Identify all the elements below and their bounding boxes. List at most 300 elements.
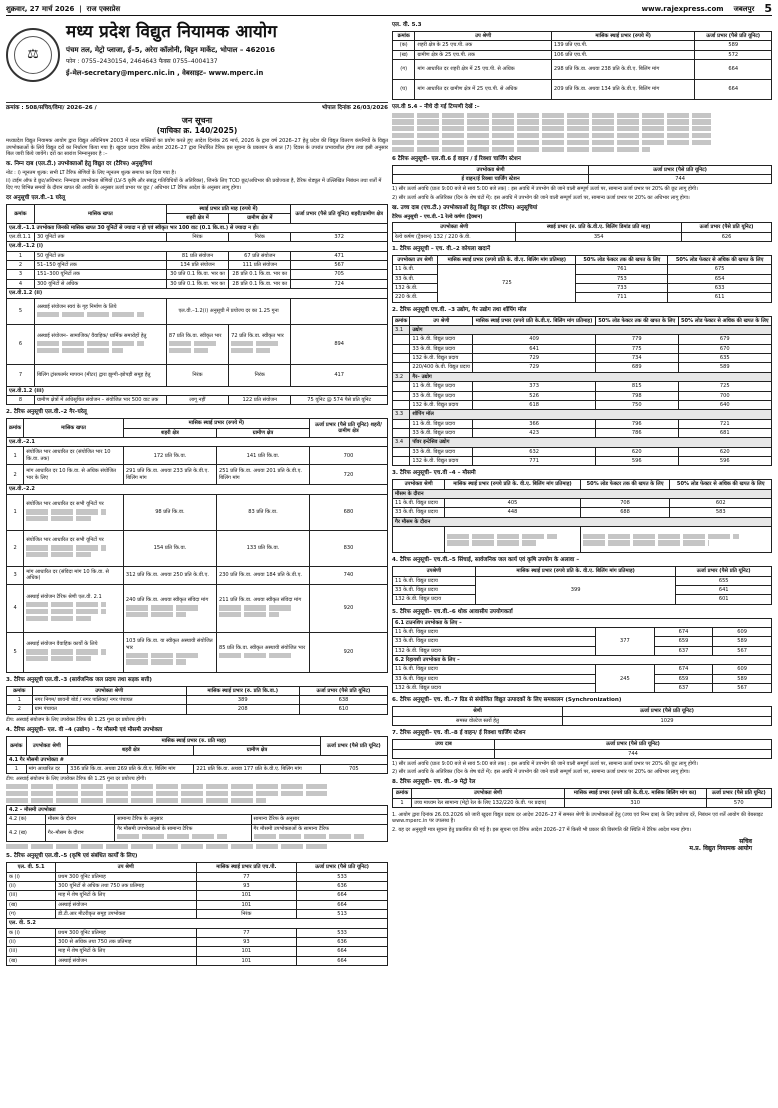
cell: 2: [7, 530, 24, 566]
cell: 1: [393, 798, 412, 807]
text-line: [447, 534, 556, 539]
cell: 655: [676, 576, 772, 585]
cell: समस्त वोल्टेज स्तरों हेतु: [393, 716, 563, 725]
cell: 786: [595, 428, 678, 437]
table-row: [7, 765, 388, 774]
hv5-h2: मासिक स्थाई प्रभार (रुपये प्रति के. वी.ए. बिलिंग मांग प्रतिमाह): [475, 567, 676, 576]
cell: 28 प्रति 0.1 कि.वा. भार का: [229, 279, 291, 288]
signature-title: सचिव: [739, 837, 752, 845]
lv3-h1: उपभोक्ता श्रेणी: [32, 686, 186, 695]
hv7-title: 6. टैरिफ अनुसूची– एच. वी.–7 ग्रिड से संयोजित विद्युत उत्पादकों के लिए समकालन (Synchronization): [392, 697, 622, 704]
cell: 636: [297, 881, 388, 890]
hv3-h4: 50% लोड फेक्टर तक की खपत के लिए: [595, 316, 678, 325]
lv3-note: टीप: अस्थाई संयोजन के लिए उपरोक्त टैरिफ की 1.25 गुना दर प्रयोज्य होगी।: [6, 716, 147, 723]
cell: डी.टी.आर मीटरीकृत समूह उपभोक्ता: [56, 910, 196, 919]
cell: 312 प्रति कि.वा. अथवा 250 प्रति के.वी.ए.: [123, 566, 216, 584]
cell: [115, 824, 251, 842]
cell: मांग आधारित दर: [26, 765, 67, 774]
cell: 679: [678, 335, 771, 344]
cell: [24, 632, 124, 672]
lv4-h3: शहरी क्षेत्र: [68, 746, 194, 755]
cell: 93: [196, 938, 297, 947]
cell: 1: [7, 447, 24, 465]
table-row: [7, 270, 388, 279]
cell: 405: [445, 499, 580, 508]
cell: 133 प्रति कि.वा.: [216, 530, 309, 566]
cell: 920: [310, 632, 388, 672]
cell: 830: [310, 530, 388, 566]
commission-phone: फोन : 0755–2430154, 2464643 फैक्स 0755–4004137: [66, 58, 218, 65]
text-line: [392, 126, 711, 131]
cell: [24, 530, 124, 566]
hv6-s61: 6.1 टाउनशिप उपभोक्ता के लिए –: [393, 618, 772, 627]
table-row: [393, 344, 772, 353]
text-line: [117, 834, 227, 839]
commission-title: मध्य प्रदेश विद्युत नियामक आयोग: [66, 22, 278, 42]
cell: [393, 419, 410, 428]
cell: 11 के.वी. विद्युत प्रदाय: [410, 335, 473, 344]
table-row: [7, 395, 388, 404]
cell: [393, 335, 410, 344]
cell: एल.वी.1.1: [7, 233, 35, 242]
commission-email[interactable]: ई–मेल-secretary@mperc.nic.in , वेबसाइट– www.mperc.in: [66, 68, 264, 77]
cell: 101: [196, 956, 297, 965]
cell: (iii): [7, 947, 56, 956]
text-line: [6, 798, 266, 803]
lv6-h1: उपभोक्ता श्रेणी: [393, 165, 589, 174]
cell: 724: [291, 279, 388, 288]
cell: 298 प्रति कि.वा. अथवा 238 प्रति के.वी.ए. बिलिंग मांग: [551, 60, 695, 80]
cell: 513: [297, 910, 388, 919]
cell: पॉवर इन्टेसिव उद्योग: [410, 438, 772, 447]
cell: 638: [299, 696, 387, 705]
cell: 132 के.वी. विद्युत प्रदाय: [393, 646, 596, 655]
hv4-title: 3. टैरिफ अनुसूची– एच.वी –4 – मौसमी: [392, 470, 476, 477]
cell: 733: [576, 283, 668, 292]
cell: 399: [475, 576, 676, 604]
table-row: [393, 684, 772, 693]
lv6-note-1: 1) सौर ऊर्जा अवधि (प्रातः 9:00 बजे से सायं 5:00 बजे तक) : इस अवधि में उपभोग की जाने वाली सम्पूर्ण ऊर्जा पर, सामान्य ऊर्जा प्रभार पर 20% की छूट लागू होगी।: [392, 186, 698, 193]
hv1-table: [392, 222, 772, 242]
table-row: [393, 457, 772, 466]
table-row: [393, 391, 772, 400]
cell: [251, 824, 387, 842]
cell: (ख): [7, 900, 56, 909]
cell: 1: [7, 696, 33, 705]
cell: [24, 494, 124, 530]
text-line: [37, 312, 144, 317]
cell: 3.1: [393, 326, 410, 335]
cell: 33 के.वी. विद्युत प्रदाय: [393, 585, 476, 594]
cell: 705: [320, 765, 387, 774]
cell: 77: [196, 872, 297, 881]
cell: 33 के.वी. विद्युत प्रदाय: [410, 344, 473, 353]
cell: 30 यूनिटों तक: [34, 233, 166, 242]
hv3-h3: मासिक स्थाई प्रभार (रुपये प्रति के.वी.ए. बिलिंग मांग प्रतिमाह): [473, 316, 596, 325]
hv8-h2: ऊर्जा प्रभार (पैसे प्रति यूनिट): [494, 740, 771, 749]
cell: [166, 324, 228, 364]
text-line: [26, 616, 90, 621]
hv3-h5: 50% लोड फेक्टर से अधिक की खपत के लिए: [678, 316, 771, 325]
lv53-h2: मासिक स्थाई प्रभार (रुपये में): [551, 31, 695, 40]
table-row: [7, 233, 388, 242]
table-row: [393, 265, 772, 274]
cell: [291, 298, 388, 324]
cell: मांग आधारित दर (संविदा मांग 10 कि.वा. से अधिक): [24, 566, 124, 584]
text-line: [219, 612, 279, 617]
table-row: [7, 324, 388, 364]
cell: 526: [473, 391, 596, 400]
hv7-h1: श्रेणी: [393, 707, 563, 716]
table-row: [393, 80, 772, 100]
lv5-h2: मासिक स्थाई प्रभार प्रति एच.पी.: [196, 863, 297, 872]
lv2-h-consumption: मासिक खपत: [24, 419, 124, 438]
cell: 729: [473, 363, 596, 372]
commission-seal-icon: ⚖: [6, 28, 60, 82]
cell: 389: [186, 696, 299, 705]
cell: 688: [580, 508, 670, 517]
hv4-h4: 50% लोड फेक्टर से अधिक की खपत के लिए: [670, 480, 772, 489]
cell: 632: [473, 447, 596, 456]
cell: 81 प्रति संयोजन: [166, 251, 228, 260]
cell-text: अस्थाई संयोजन स्वयं के गृह निर्माण के लिये: [36, 303, 117, 310]
cell-text: 72 प्रति कि.वा. स्वीकृत भार: [231, 333, 284, 340]
cell: 132 के.वी. विद्युत प्रदाय: [410, 400, 473, 409]
table-row: [393, 749, 772, 758]
lv3-title: 3. टैरिफ अनुसूची एल.वी.–3 (सार्वजनिक जल प्रदाय तथा सड़क बत्ती): [6, 676, 152, 683]
table-row: [7, 881, 388, 890]
cell: 708: [580, 499, 670, 508]
cell: 11 के.वी. विद्युत प्रदाय: [393, 576, 476, 585]
cell: 1: [7, 765, 27, 774]
lv1-table: [6, 204, 388, 405]
cell: 220/400 के.वी. विद्युत प्रदाय: [410, 363, 473, 372]
cell: 609: [713, 627, 772, 636]
lt-section-title: क. निम्न दाब (एल.टी.) उपभोक्ताओं हेतु विद्युत दर (टैरिफ) अनुसूचियां: [6, 161, 153, 168]
cell: 725: [678, 382, 771, 391]
cell: 141 प्रति कि.वा.: [216, 447, 309, 465]
cell: 251 प्रति कि.वा. अथवा 201 प्रति के.वी.ए. बिलिंग मांग: [216, 465, 309, 485]
lv1-sub4: एल.वी.1.2 (iii): [7, 386, 388, 395]
notice-title: जन सूचना: [181, 115, 213, 125]
table-row: [7, 632, 388, 672]
table-row: [393, 665, 772, 674]
cell: 589: [678, 363, 771, 372]
cell: 132 के.वी. विद्युत प्रदाय: [410, 354, 473, 363]
lv1-h-urban: शहरी क्षेत्र में: [166, 214, 228, 223]
hv9-h2: उपभोक्ता श्रेणी: [412, 789, 565, 798]
cell: रेल्वे कर्षण (ट्रैक्शन) 132 / 220 के.वी.: [393, 232, 516, 241]
cell: 664: [695, 80, 772, 100]
cell: [229, 324, 291, 364]
cell: 3.2: [393, 372, 410, 381]
cell: 920: [310, 584, 388, 632]
cell: 423: [473, 428, 596, 437]
text-line: [392, 133, 711, 138]
table-row: [7, 815, 388, 824]
cell: 221 प्रति कि.वा. अथवा 177 प्रति के.वी.ए. बिलिंग मांग: [194, 765, 320, 774]
cell: [445, 527, 580, 553]
cell-text: 211 प्रति कि.वा. अथवा स्वीकृत संविदा मांग: [218, 597, 302, 604]
ht-section-title: ख. उच्च दाब (एच.टी.) उपभोक्ताओं हेतु विद्युत दर (टैरिफ) अनुसूचियां: [392, 204, 538, 211]
cell: 744: [494, 749, 771, 758]
cell: 33 के.वी. विद्युत प्रदाय: [393, 674, 596, 683]
lv4-h4: ग्रामीण क्षेत्र: [194, 746, 320, 755]
cell: 101: [196, 900, 297, 909]
cell: 4: [7, 279, 35, 288]
text-line: [392, 113, 711, 118]
cell: 620: [595, 447, 678, 456]
text-line: [37, 341, 144, 346]
cell: (क): [393, 41, 415, 50]
lv1-h-energy: ऊर्जा प्रभार (पैसे प्रति यूनिट) शहरी/ग्रामीण क्षेत्र: [291, 204, 388, 223]
cell: 771: [473, 457, 596, 466]
cell: 132 के.वी. विद्युत प्रदाय: [393, 684, 596, 693]
cell-text: अस्थाई संयोजन वैवाहिक कार्यों के लिये: [26, 641, 98, 648]
lv3-h2: मासिक स्थाई प्रभार (रु. प्रति कि.वा.): [186, 686, 299, 695]
cell: [393, 391, 410, 400]
cell: 101: [196, 891, 297, 900]
cell: ग्रामीण क्षेत्र के 25 एच.पी. तक: [415, 50, 552, 59]
cell-text: 240 प्रति कि.वा. अथवा स्वीकृत संविदा मांग: [125, 597, 209, 604]
cell: (ii): [7, 938, 56, 947]
lv6-table: [392, 165, 772, 185]
cell: 674: [654, 627, 713, 636]
table-row: [7, 298, 388, 324]
table-row: [7, 705, 388, 714]
table-row: [393, 60, 772, 80]
cell: 589: [695, 41, 772, 50]
cell: मांग आधारित दर शहरी क्षेत्र में 25 एच.पी. से अधिक: [415, 60, 552, 80]
cell: माह में शेष यूनिटों के लिए: [56, 891, 196, 900]
commission-address: पंचम तल, मेट्रो प्लाजा, ई–5, अरेरा कॉलोनी, बिट्टन मार्केट, भोपाल – 462016: [66, 46, 275, 55]
cell: [216, 632, 309, 672]
lv5-sub2: एल. वी. 5.2: [7, 919, 388, 928]
lv2-title: 2. टैरिफ अनुसूची एल.वी.–2 गैर–घरेलू: [6, 409, 87, 416]
lv4-h0: क्रमांक: [7, 736, 27, 755]
text-line: [392, 147, 650, 152]
cell: 409: [473, 335, 596, 344]
cell: अस्थाई संयोजन: [56, 956, 196, 965]
cell: 11 के.वी. विद्युत प्रदाय: [410, 382, 473, 391]
cell: 4.2 (ख): [7, 824, 46, 842]
cell: 601: [676, 595, 772, 604]
lv3-table: [6, 686, 388, 715]
cell: 3: [7, 270, 35, 279]
table-row: [7, 891, 388, 900]
cell: 779: [595, 335, 678, 344]
footer-note-1: 1. आयोग द्वारा दिनांक 26.03.2026 को जारी खुदरा विद्युत प्रदाय दर आदेश 2026–27 में समस्त श्रेणी के उपभोक्ताओं हेतु (उच्च एवं निम्न दाब) के लिए प्रयोज्य दरें, निबंधन एवं शर्तें आयोग की वेबसाइट www.mperc.in पर उपलब्ध है।: [392, 812, 763, 825]
hv5-h3: ऊर्जा प्रभार (पैसे प्रति यूनिट): [676, 567, 772, 576]
left-column: [6, 22, 388, 966]
cell: शहरी क्षेत्र के 25 एच.पी. तक: [415, 41, 552, 50]
cell: 700: [678, 391, 771, 400]
lv2-h-no: क्रमांक: [7, 419, 24, 438]
cell: ई वाहन/ई रिक्शा चार्जिंग स्टेशन: [393, 175, 589, 184]
cell: 98 प्रति कि.वा.: [123, 494, 216, 530]
cell: 664: [695, 60, 772, 80]
text-line: [26, 602, 106, 607]
cell-text: संयोजित भार आधारित दर सभी यूनिटों पर: [26, 501, 104, 508]
lv1-title: दर अनुसूची एल.वी.–1 घरेलू: [6, 194, 66, 201]
hv2-h2: मासिक स्थाई प्रभार (रुपये प्रति के. वी.ए. बिलिंग मांग प्रतिमाह): [438, 255, 576, 264]
cell: [393, 363, 410, 372]
cell: गैर–मौसम के दौरान: [45, 824, 114, 842]
text-line: [26, 649, 106, 654]
hv2-h3: 50% लोड फेक्टर तक की खपत के लिए: [576, 255, 668, 264]
text-line: [169, 341, 217, 346]
hv1-h2: स्थाई प्रभार (रु. प्रति के.वी.ए. बिलिंग डिमांड प्रति माह): [516, 223, 682, 232]
cell: 640: [678, 400, 771, 409]
lv4-seasonal-table: [6, 805, 388, 842]
cell: 3.3: [393, 410, 410, 419]
cell: 734: [595, 354, 678, 363]
cell: 30 प्रति 0.1 कि.वा. भार का: [166, 279, 228, 288]
hv6-table: [392, 618, 772, 694]
cell: (घ): [393, 80, 415, 100]
cell: निरंक: [166, 364, 228, 386]
lv2-sub1: एल.वी.–2.1: [7, 437, 388, 446]
cell: [580, 527, 771, 553]
cell: 245: [596, 665, 655, 693]
cell: 589: [713, 674, 772, 683]
cell: 373: [473, 382, 596, 391]
table-row: [7, 956, 388, 965]
text-line: [26, 516, 90, 521]
cell-text: संयोजित भार आधारित दर सभी यूनिटों पर: [26, 537, 104, 544]
cell: 740: [310, 566, 388, 584]
cell: लागू नहीं: [166, 395, 228, 404]
cell: उद्योग: [410, 326, 772, 335]
cell: 1: [7, 494, 24, 530]
cell: 567: [291, 261, 388, 270]
lv53-h0: क्रमांक: [393, 31, 415, 40]
cell: 2: [7, 465, 24, 485]
hv9-h3: मासिक स्थाई प्रभार (रुपये प्रति के.वी.ए. मासिक बिलिंग मांग का): [564, 789, 706, 798]
cell-text: गैर मौसमी उपभोक्ताओं के सामान्य टैरिफ: [117, 825, 193, 832]
table-row: [7, 584, 388, 632]
cell: 894: [291, 324, 388, 364]
lv5-h1: उप श्रेणी: [56, 863, 196, 872]
cell: 11 के.वी. विद्युत प्रदाय: [410, 419, 473, 428]
hv4-season: मौसम के दौरान: [393, 489, 772, 498]
hv8-table: [392, 739, 772, 759]
cell: 641: [473, 344, 596, 353]
cell: 4.2 (क): [7, 815, 46, 824]
notice-intro: मध्यप्रदेश विद्युत नियामक आयोग द्वारा विद्युत अधिनियम 2003 में प्रदत्त शक्तियों का प्रयोग करते हुए आदेश दिनांक 26 मार्च, 2026 के द्वारा वर्ष 2026–27 हेतु प्रदेश की विद्युत वितरण कंपनियों के विद्युत उपभोक्ताओं के लिये विद्युत दरों का निर्धारण किया गया है। खुदरा प्रदाय टैरिफ आदेश 2026–27 द्वारा निर्धारित टैरिफ इस सूचना के प्रकाशन के सात (7) दिवस के उपरांत प्रभावशील होगा तथा इसी अनुसार बिल जारी किये जायेंगे। दरों का सारांश निम्नानुसार है :–: [6, 138, 388, 157]
cell: 689: [595, 363, 678, 372]
cell: 626: [682, 232, 772, 241]
table-row: [7, 824, 388, 842]
lv5-h0: एल. वी. 5.1: [7, 863, 56, 872]
cell: 744: [589, 175, 772, 184]
cell: संयोजित भार आधारित दर (संयोजित भार 10 कि.वा. तक): [24, 447, 124, 465]
cell: 448: [445, 508, 580, 517]
cell: [393, 527, 445, 553]
text-line: [219, 605, 293, 610]
cell: 610: [299, 705, 387, 714]
cell: 354: [516, 232, 682, 241]
table-row: [393, 41, 772, 50]
lv3-h0: क्रमांक: [7, 686, 33, 695]
cell: माह में शेष यूनिटों के लिए: [56, 947, 196, 956]
cell: 111 प्रति संयोजन: [229, 261, 291, 270]
cell: उच्च माध्यम रेल सामान्य (मेट्रो रेल के लिए 132/220 के.वी. पर प्रदाय): [412, 798, 565, 807]
cell: [216, 584, 309, 632]
lv4-title: 4. टैरिफ अनुसूची– एल. वी –4 (उद्योग) – गैर मौसमी एवं मौसमी उपभोक्ता: [6, 727, 163, 733]
table-row: [7, 364, 388, 386]
cell: गैर– उद्योग: [410, 372, 772, 381]
table-row: [393, 646, 772, 655]
right-column: [392, 22, 772, 853]
website-link[interactable]: www.rajexpress.com: [641, 4, 724, 13]
cell: 3: [7, 566, 24, 584]
cell: 154 प्रति कि.वा.: [123, 530, 216, 566]
hv9-title: 8. टैरिफ अनुसूची– एच. वी.–9 मेट्रो रेल: [392, 779, 476, 786]
text-line: [219, 653, 293, 658]
lv2-h-energy: ऊर्जा प्रभार (पैसे प्रति यूनिट) शहरी/ग्रामीण क्षेत्र: [310, 419, 388, 438]
footer-note-2: 2. यह दर अनुसूची मात्र सूचना हेतु प्रकाशित की गई है। इस सूचना एवं टैरिफ आदेश 2026–27 में किसी भी प्रकार की विसंगति की स्थिति में टैरिफ आदेश मान्य होगा।: [392, 826, 691, 833]
cell: 366: [473, 419, 596, 428]
cell: 567: [713, 684, 772, 693]
hv2-table: [392, 255, 772, 303]
lv53-title: एल. वी. 5.3: [392, 22, 422, 28]
cell: [34, 298, 166, 324]
cell: 33 के.वी. विद्युत प्रदाय: [410, 391, 473, 400]
lv6-title: 6 टैरिफ अनुसूची– एल.वी.6 ई वाहन / ई रिक्शा चार्जिंग स्टेशन: [392, 155, 521, 162]
cell: (ख): [7, 956, 56, 965]
lv53-h1: उप श्रेणी: [415, 31, 552, 40]
lv2-table: [6, 418, 388, 672]
cell: 796: [595, 419, 678, 428]
lv1-h-rural: ग्रामीण क्षेत्र में: [229, 214, 291, 223]
cell: 674: [654, 665, 713, 674]
header-left: शुक्रवार, 27 मार्च 2026 | राज एक्सप्रेस: [6, 4, 121, 13]
cell: [393, 344, 410, 353]
table-row: [7, 938, 388, 947]
cell: [24, 584, 124, 632]
cell: 602: [670, 499, 772, 508]
cell: 705: [291, 270, 388, 279]
hv4-h3: 50% लोड फेक्टर तक की खपत के लिए: [580, 480, 670, 489]
cell: 2: [7, 705, 33, 714]
cell: 132 के.वी.: [393, 283, 438, 292]
cell: 721: [678, 419, 771, 428]
lv1-h-consumption: मासिक खपत: [34, 204, 166, 223]
table-row: [7, 530, 388, 566]
cell: 611: [668, 293, 772, 302]
cell: 596: [678, 457, 771, 466]
cell: (ख): [393, 50, 415, 59]
table-row: [393, 354, 772, 363]
cell: 300 यूनिटों से अधिक: [34, 279, 166, 288]
text-line: [126, 653, 200, 658]
cell: 83 प्रति कि.वा.: [216, 494, 309, 530]
table-row: [393, 499, 772, 508]
hv3-table: [392, 316, 772, 467]
cell: 471: [291, 251, 388, 260]
text-line: [6, 784, 327, 789]
cell: 75 यूनिट @ 574 पैसे प्रति यूनिट: [291, 395, 388, 404]
cell: 659: [654, 674, 713, 683]
cell: (ii): [7, 881, 56, 890]
table-row: [7, 251, 388, 260]
text-line: [447, 540, 536, 545]
cell: 620: [678, 447, 771, 456]
cell: (ग): [7, 910, 56, 919]
cell-text: 103 प्रति कि.वा. या स्वीकृत अस्थायी संयोजित भार: [125, 638, 213, 651]
table-row: [393, 400, 772, 409]
